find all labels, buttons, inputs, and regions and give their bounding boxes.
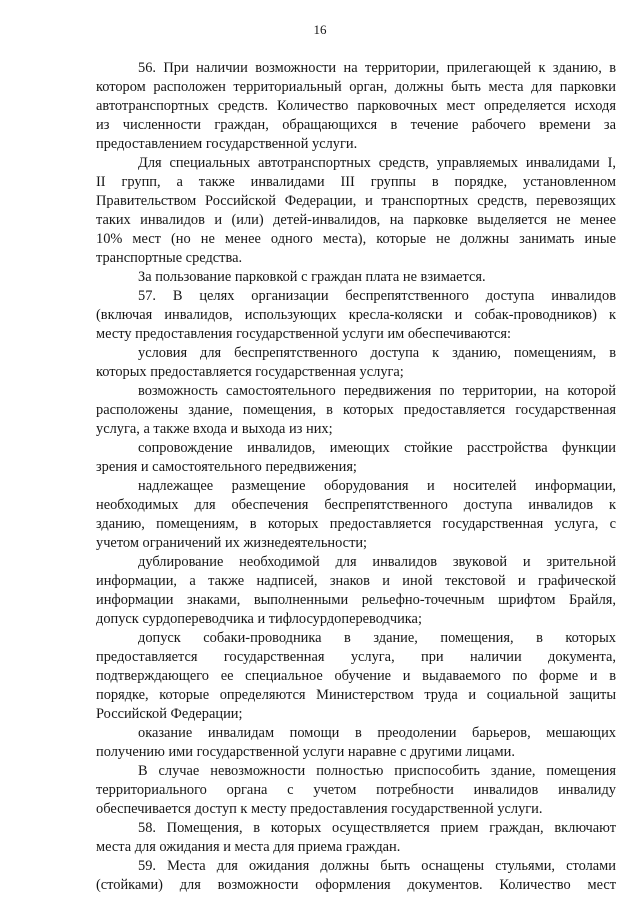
text-line: обеспечивается доступ к месту предоставления государственной услуги.: [96, 801, 543, 817]
text-line: информации, а также надписей, знаков и иной текстовой и графической: [96, 573, 616, 589]
text-line: За пользование парковкой с граждан плата не взимается.: [138, 269, 486, 285]
text-line: В случае невозможности полностью приспособить здание, помещения: [138, 763, 616, 779]
text-line: территориального органа с учетом потребности инвалидов инвалиду: [96, 782, 616, 798]
text-line: из численности граждан, обращающихся в течение рабочего времени за: [96, 117, 616, 133]
text-line: сопровождение инвалидов, имеющих стойкие расстройства функции: [138, 440, 616, 456]
text-line: (стойками) для возможности оформления документов. Количество мест: [96, 877, 616, 893]
text-line: Для специальных автотранспортных средств, управляемых инвалидами I,: [138, 155, 616, 171]
text-line: оказание инвалидам помощи в преодолении барьеров, мешающих: [138, 725, 616, 741]
text-line: зданию, помещениям, в которых предоставляется государственная услуга, с: [96, 516, 616, 532]
text-line: которых предоставляется государственная услуга;: [96, 364, 404, 380]
text-line: возможность самостоятельного передвижения по территории, на которой: [138, 383, 616, 399]
text-line: 56. При наличии возможности на территории, прилегающей к зданию, в: [138, 60, 616, 76]
document-body: [96, 59, 616, 895]
text-line: предоставлением государственной услуги.: [96, 136, 358, 152]
text-line: 10% мест (но не менее одного места), которые не должны занимать иные: [96, 231, 616, 247]
text-line: допуск сурдопереводчика и тифлосурдопереводчика;: [96, 611, 422, 627]
text-line: автотранспортных средств. Количество парковочных мест определяется исходя: [96, 98, 616, 114]
text-line: Правительством Российской Федерации, и транспортных средств, перевозящих: [96, 193, 616, 209]
text-line: дублирование необходимой для инвалидов звуковой и зрительной: [138, 554, 616, 570]
text-line: информации знаками, выполненными рельефно-точечным шрифтом Брайля,: [96, 592, 616, 608]
text-line: зрения и самостоятельного передвижения;: [96, 459, 357, 475]
text-line: месту предоставления государственной услуги им обеспечиваются:: [96, 326, 512, 342]
text-line: предоставляется государственная услуга, при наличии документа,: [96, 649, 616, 665]
text-line: условия для беспрепятственного доступа к зданию, помещениям, в: [138, 345, 616, 361]
page-number: 16: [313, 22, 327, 37]
text-line: порядке, которые определяются Министерством труда и социальной защиты: [96, 687, 616, 703]
text-line: подтверждающего ее специальное обучение и выдаваемого по форме и в: [96, 668, 616, 684]
text-line: II групп, а также инвалидами III группы в порядке, установленном: [96, 174, 616, 190]
text-line: 57. В целях организации беспрепятственного доступа инвалидов: [138, 288, 616, 304]
text-line: Российской Федерации;: [96, 706, 243, 722]
text-line: (включая инвалидов, использующих кресла-коляски и собак-проводников) к: [96, 307, 616, 323]
text-line: расположены здание, помещения, в которых предоставляется государственная: [96, 402, 616, 418]
text-line: надлежащее размещение оборудования и носителей информации,: [138, 478, 616, 494]
text-line: 58. Помещения, в которых осуществляется прием граждан, включают: [138, 820, 616, 836]
text-line: таких инвалидов и (или) детей-инвалидов, на парковке выделяется не менее: [96, 212, 616, 228]
text-line: места для ожидания и места для приема граждан.: [96, 839, 401, 855]
text-line: необходимых для обеспечения беспрепятственного доступа инвалидов к: [96, 497, 616, 513]
text-line: услуга, а также входа и выхода из них;: [96, 421, 333, 437]
text-line: котором расположен территориальный орган, должны быть места для парковки: [96, 79, 616, 95]
text-line: получению ими государственной услуги наравне с другими лицами.: [96, 744, 515, 760]
text-line: 59. Места для ожидания должны быть оснащены стульями, столами: [138, 858, 616, 874]
text-line: допуск собаки-проводника в здание, помещения, в которых: [138, 630, 616, 646]
text-line: транспортные средства.: [96, 250, 243, 266]
text-line: учетом ограничений их жизнедеятельности;: [96, 535, 368, 551]
